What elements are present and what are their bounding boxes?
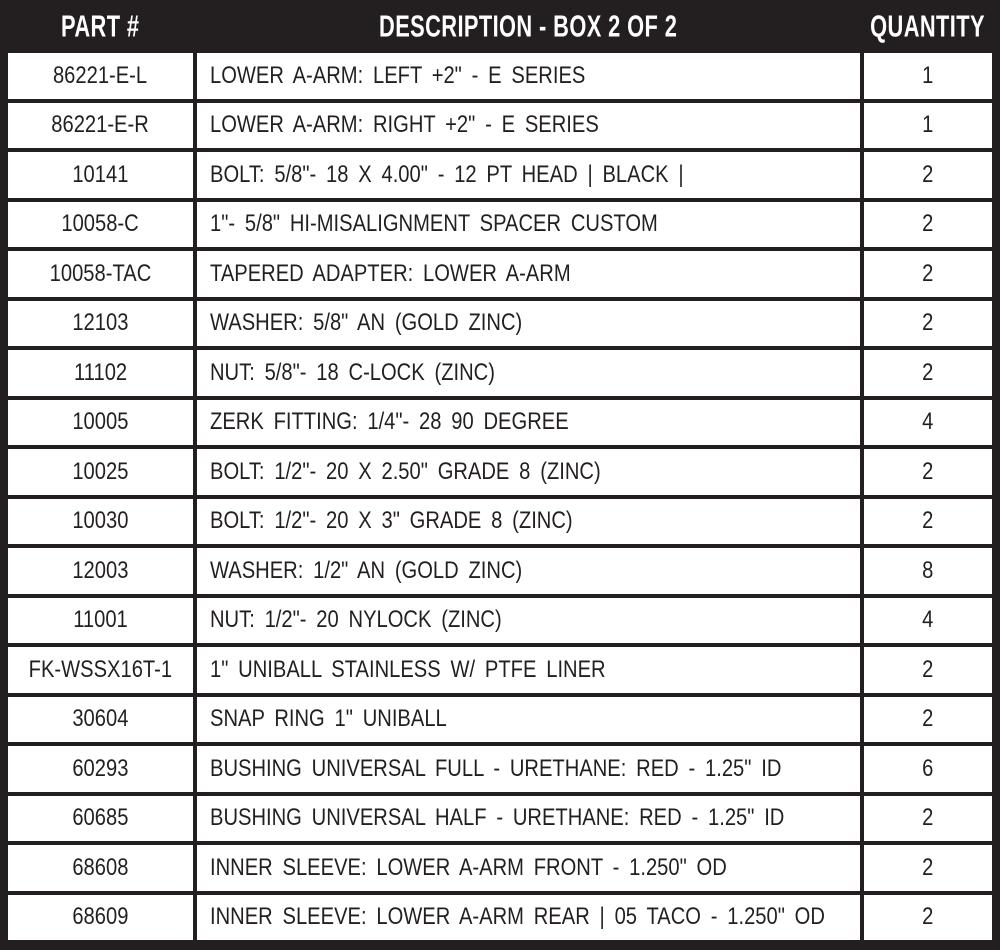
part-number-cell — [8, 449, 193, 495]
quantity-cell — [864, 895, 992, 941]
header-quantity-label: QUANTITY — [870, 9, 986, 43]
table-row — [8, 499, 992, 545]
header-part-number — [8, 11, 193, 43]
part-number-cell — [8, 647, 193, 693]
table-row — [8, 697, 992, 743]
quantity: 2 — [922, 507, 934, 535]
table-row — [8, 598, 992, 644]
quantity: 2 — [922, 903, 934, 931]
quantity: 2 — [922, 210, 934, 238]
part-number-cell — [8, 895, 193, 941]
description: NUT: 1/2"- 20 NYLOCK (ZINC) — [210, 606, 502, 634]
quantity: 6 — [922, 754, 934, 782]
header-part-number-label: PART # — [61, 9, 140, 43]
quantity: 2 — [922, 309, 934, 337]
part-number-cell — [8, 845, 193, 891]
description-cell — [197, 301, 860, 347]
description: BOLT: 5/8"- 18 X 4.00" - 12 PT HEAD | BLACK | — [210, 160, 684, 188]
quantity-cell — [864, 251, 992, 297]
description: 1"- 5/8" HI-MISALIGNMENT SPACER CUSTOM — [210, 210, 658, 238]
quantity: 4 — [922, 408, 934, 436]
quantity-cell — [864, 598, 992, 644]
quantity: 1 — [922, 111, 934, 139]
part-number-cell — [8, 202, 193, 248]
description: INNER SLEEVE: LOWER A-ARM REAR | 05 TACO - 1.250" OD — [210, 903, 825, 931]
description: BUSHING UNIVERSAL FULL - URETHANE: RED - 1.25" ID — [210, 754, 782, 782]
quantity-cell — [864, 103, 992, 149]
table-row — [8, 796, 992, 842]
table-row — [8, 895, 992, 941]
description: 1" UNIBALL STAINLESS W/ PTFE LINER — [210, 655, 606, 683]
quantity-cell — [864, 53, 992, 99]
part-number-cell — [8, 697, 193, 743]
table-row — [8, 202, 992, 248]
part-number-cell — [8, 796, 193, 842]
quantity: 2 — [922, 358, 934, 386]
table-row — [8, 301, 992, 347]
quantity-cell — [864, 301, 992, 347]
part-number: 10058-C — [61, 210, 140, 238]
table-body — [8, 53, 992, 940]
description: SNAP RING 1" UNIBALL — [210, 705, 447, 733]
description-cell — [197, 895, 860, 941]
part-number: 11001 — [73, 606, 128, 634]
table-row — [8, 548, 992, 594]
description-cell — [197, 202, 860, 248]
part-number-cell — [8, 548, 193, 594]
part-number: 11102 — [73, 358, 128, 386]
description: LOWER A-ARM: RIGHT +2" - E SERIES — [210, 111, 599, 139]
table-row — [8, 251, 992, 297]
quantity-cell — [864, 746, 992, 792]
part-number: 10030 — [72, 507, 129, 535]
description-cell — [197, 697, 860, 743]
quantity-cell — [864, 796, 992, 842]
quantity: 2 — [922, 804, 934, 832]
part-number-cell — [8, 499, 193, 545]
part-number-cell — [8, 400, 193, 446]
part-number-cell — [8, 103, 193, 149]
description-cell — [197, 746, 860, 792]
part-number-cell — [8, 251, 193, 297]
description-cell — [197, 400, 860, 446]
quantity-cell — [864, 449, 992, 495]
part-number-cell — [8, 746, 193, 792]
table-row — [8, 746, 992, 792]
description-cell — [197, 499, 860, 545]
description: ZERK FITTING: 1/4"- 28 90 DEGREE — [210, 408, 569, 436]
description-cell — [197, 251, 860, 297]
description: LOWER A-ARM: LEFT +2" - E SERIES — [210, 61, 586, 89]
table-row — [8, 53, 992, 99]
part-number: 60685 — [72, 804, 129, 832]
part-number-cell — [8, 598, 193, 644]
description-cell — [197, 103, 860, 149]
table-row — [8, 449, 992, 495]
description-cell — [197, 796, 860, 842]
part-number-cell — [8, 152, 193, 198]
quantity: 2 — [922, 160, 934, 188]
quantity: 1 — [922, 61, 934, 89]
part-number: 68609 — [72, 903, 129, 931]
table-row — [8, 103, 992, 149]
quantity: 2 — [922, 259, 934, 287]
description: INNER SLEEVE: LOWER A-ARM FRONT - 1.250" OD — [210, 853, 727, 881]
description-cell — [197, 449, 860, 495]
quantity: 2 — [922, 853, 934, 881]
quantity: 2 — [922, 457, 934, 485]
part-number-cell — [8, 350, 193, 396]
part-number: 86221-E-L — [53, 61, 148, 89]
quantity-cell — [864, 152, 992, 198]
part-number: 86221-E-R — [51, 111, 150, 139]
quantity-cell — [864, 350, 992, 396]
part-number: 10025 — [72, 457, 129, 485]
description-cell — [197, 152, 860, 198]
quantity-cell — [864, 499, 992, 545]
quantity: 4 — [922, 606, 934, 634]
part-number: 60293 — [72, 754, 129, 782]
quantity: 2 — [922, 655, 934, 683]
quantity-cell — [864, 548, 992, 594]
quantity-cell — [864, 647, 992, 693]
part-number: 68608 — [72, 853, 129, 881]
part-number: 10005 — [72, 408, 129, 436]
table-row — [8, 350, 992, 396]
part-number: 12003 — [72, 556, 129, 584]
description: WASHER: 5/8" AN (GOLD ZINC) — [210, 309, 523, 337]
description-cell — [197, 598, 860, 644]
table-header-row — [8, 0, 992, 53]
table-row — [8, 152, 992, 198]
description: BOLT: 1/2"- 20 X 2.50" GRADE 8 (ZINC) — [210, 457, 601, 485]
table-row — [8, 845, 992, 891]
part-number: 30604 — [72, 705, 129, 733]
part-number: 12103 — [72, 309, 129, 337]
description-cell — [197, 350, 860, 396]
quantity-cell — [864, 202, 992, 248]
quantity-cell — [864, 697, 992, 743]
table-row — [8, 647, 992, 693]
header-description — [197, 11, 860, 43]
quantity-cell — [864, 400, 992, 446]
part-number-cell — [8, 301, 193, 347]
quantity-cell — [864, 845, 992, 891]
description-cell — [197, 845, 860, 891]
part-number-cell — [8, 53, 193, 99]
part-number: FK-WSSX16T-1 — [28, 655, 173, 683]
table-row — [8, 400, 992, 446]
part-number: 10141 — [72, 160, 129, 188]
description: NUT: 5/8"- 18 C-LOCK (ZINC) — [210, 358, 495, 386]
part-number: 10058-TAC — [49, 259, 152, 287]
description-cell — [197, 53, 860, 99]
description: WASHER: 1/2" AN (GOLD ZINC) — [210, 556, 523, 584]
description-cell — [197, 548, 860, 594]
description: TAPERED ADAPTER: LOWER A-ARM — [210, 259, 571, 287]
header-description-label: DESCRIPTION - BOX 2 OF 2 — [379, 9, 678, 43]
description: BOLT: 1/2"- 20 X 3" GRADE 8 (ZINC) — [210, 507, 573, 535]
quantity: 8 — [922, 556, 934, 584]
header-quantity — [864, 11, 992, 43]
quantity: 2 — [922, 705, 934, 733]
description: BUSHING UNIVERSAL HALF - URETHANE: RED - 1.25" ID — [210, 804, 785, 832]
description-cell — [197, 647, 860, 693]
